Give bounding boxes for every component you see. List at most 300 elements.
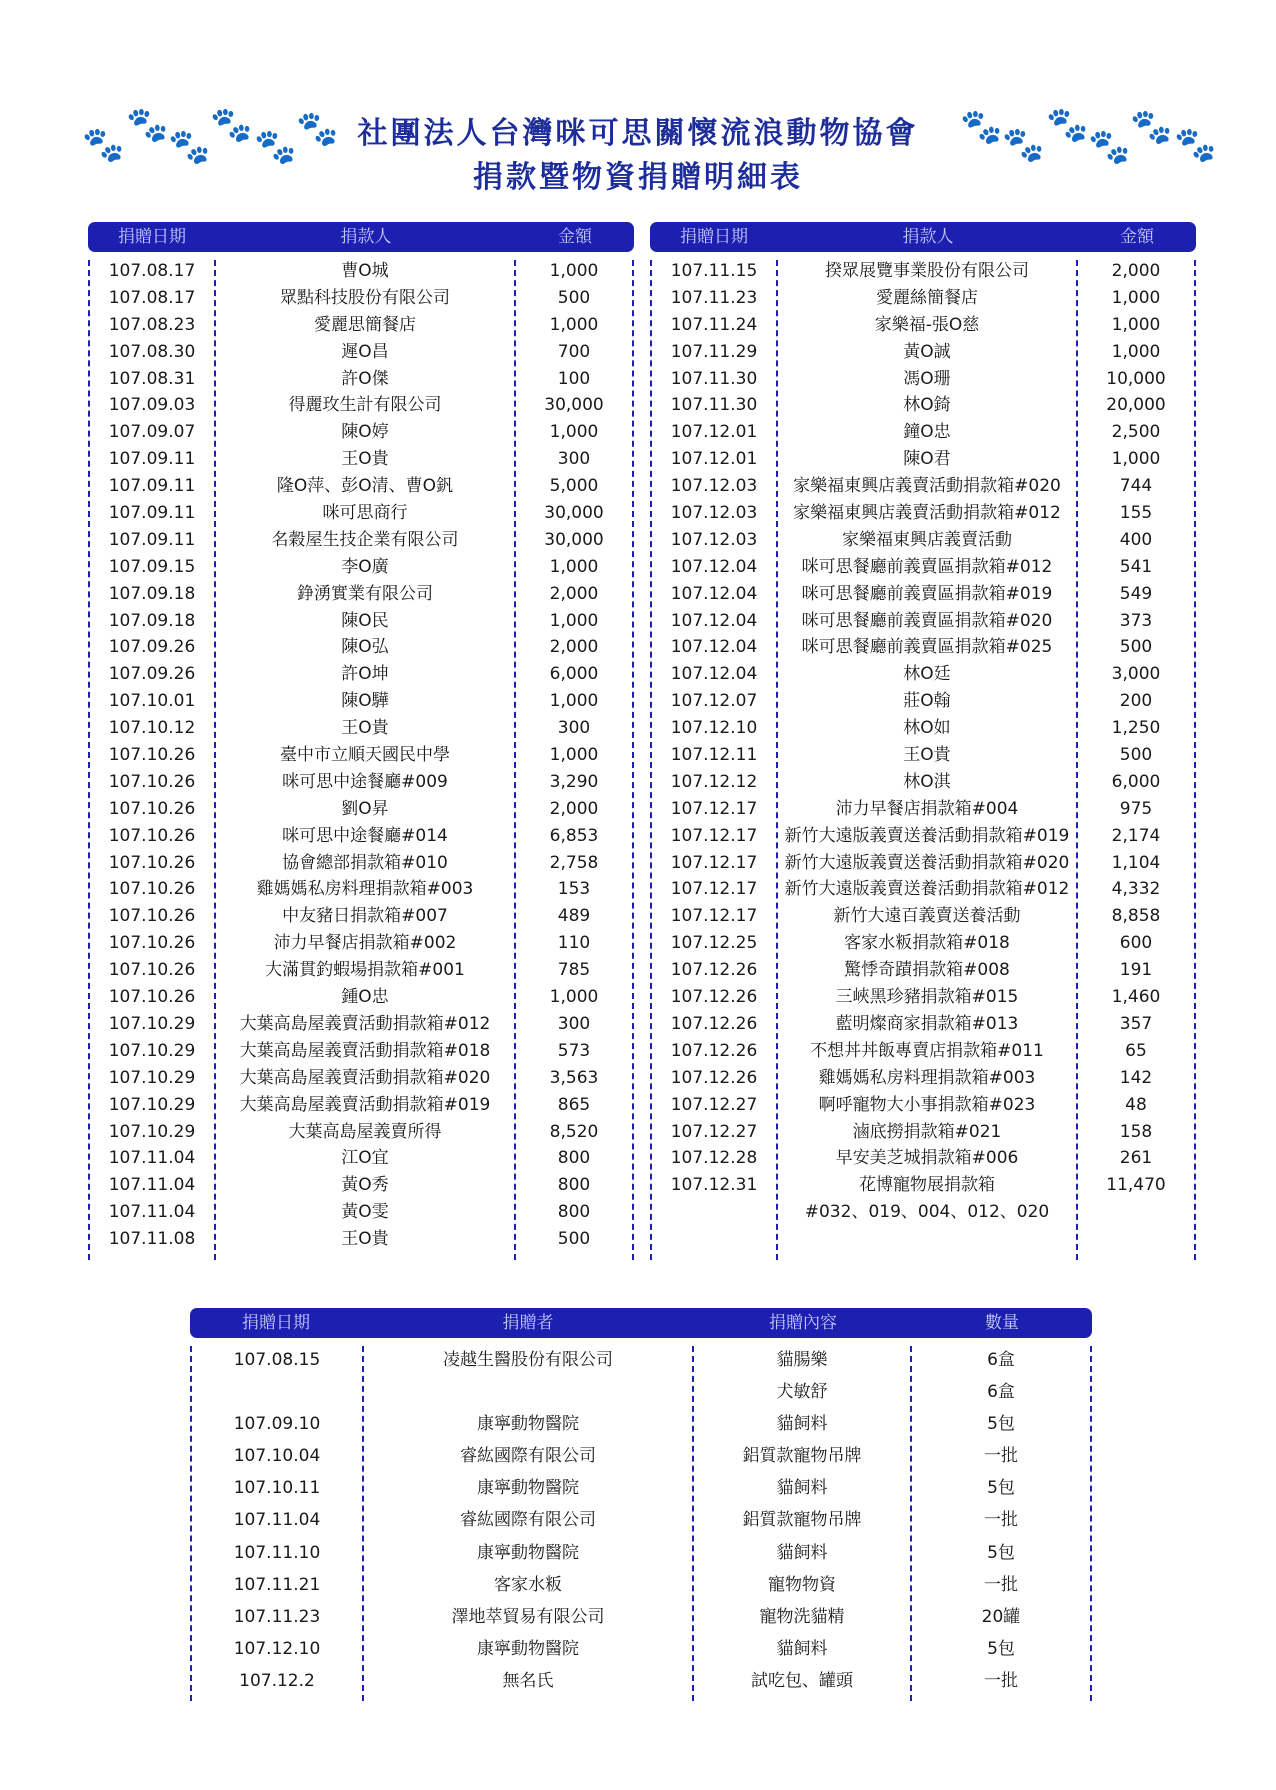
cell-donor: 家樂福東興店義賣活動捐款箱#012 [793, 503, 1061, 524]
cell-date: 107.10.26 [108, 852, 196, 873]
cell-donor: 驚悸奇蹟捐款箱#008 [844, 960, 1010, 981]
cell-date: 107.12.17 [670, 852, 758, 873]
cell-amount: 1,000 [549, 314, 599, 335]
cell-amount: 2,758 [549, 852, 599, 873]
cell-date: 107.10.29 [108, 1094, 196, 1115]
cell-amount: 30,000 [544, 529, 604, 550]
cell-amount: 975 [1119, 798, 1153, 819]
table-row [650, 984, 1196, 1011]
cell-date: 107.11.30 [670, 395, 758, 416]
cell-date: 107.12.2 [239, 1670, 315, 1691]
table-row [88, 1145, 634, 1172]
cell-date: 107.10.26 [108, 906, 196, 927]
cell-amount: 300 [557, 1013, 591, 1034]
cell-amount: 1,000 [1111, 341, 1161, 362]
table-row [88, 339, 634, 366]
header-donor: 捐款人 [902, 227, 954, 247]
cell-amount: 1,000 [549, 422, 599, 443]
cell-donor: 莊O翰 [903, 691, 951, 712]
cell-donor: 愛麗思簡餐店 [314, 314, 416, 335]
table-row [650, 1199, 1196, 1226]
table-row [650, 1038, 1196, 1065]
table-row [650, 554, 1196, 581]
cell-content: 貓飼料 [776, 1542, 828, 1563]
table-row [88, 1065, 634, 1092]
cell-date: 107.09.03 [108, 395, 196, 416]
cell-donor: 大滿貫釣蝦場捐款箱#001 [265, 960, 465, 981]
cell-amount: 700 [557, 341, 591, 362]
cell-amount: 48 [1125, 1094, 1147, 1115]
paw-decoration-right [950, 105, 1276, 168]
paw-print-icon: 🐾 [168, 127, 211, 167]
cell-date: 107.08.15 [233, 1350, 321, 1370]
table-row [88, 1092, 634, 1119]
paw-print-icon: 🐾 [210, 105, 253, 145]
cell-donor: 咪可思餐廳前義賣區捐款箱#020 [801, 610, 1053, 631]
table-row [650, 1145, 1196, 1172]
table-row [88, 661, 634, 688]
table-row [650, 1011, 1196, 1038]
cell-quantity: 5包 [987, 1478, 1015, 1499]
cell-date: 107.12.04 [670, 664, 758, 685]
cell-date: 107.11.30 [670, 368, 758, 389]
cell-date: 107.11.23 [670, 287, 758, 308]
cell-date: 107.10.29 [108, 1040, 196, 1061]
cell-amount: 489 [557, 906, 591, 927]
cell-donor: 王O貴 [341, 1229, 389, 1250]
table-row [650, 1092, 1196, 1119]
cell-donor: 咪可思中途餐廳#009 [282, 771, 448, 792]
table-row [88, 285, 634, 312]
table-row [88, 742, 634, 769]
table-row [650, 339, 1196, 366]
cell-date: 107.08.17 [108, 287, 196, 308]
cell-content: 寵物洗貓精 [759, 1606, 845, 1627]
cell-amount: 785 [557, 960, 591, 981]
cell-donor: 三峽黑珍豬捐款箱#015 [835, 987, 1019, 1008]
cell-amount: 8,858 [1111, 906, 1161, 927]
cell-date: 107.09.10 [233, 1414, 321, 1435]
cell-quantity: 5包 [987, 1638, 1015, 1659]
table-row [88, 715, 634, 742]
cell-amount: 155 [1119, 503, 1153, 524]
cell-donor: 家樂福東興店義賣活動 [842, 529, 1012, 550]
table-row [88, 1199, 634, 1226]
cell-amount: 2,500 [1111, 422, 1161, 443]
cell-amount: 30,000 [544, 395, 604, 416]
cell-donor: 林O淇 [903, 771, 951, 792]
cell-amount: 20,000 [1106, 395, 1166, 416]
cell-donor: 家樂福-張O慈 [874, 314, 980, 335]
cell-date: 107.11.08 [108, 1229, 196, 1250]
table-row [650, 823, 1196, 850]
table-row [650, 392, 1196, 419]
table-row [88, 769, 634, 796]
cell-content: 寵物物資 [768, 1574, 836, 1595]
table-row [650, 930, 1196, 957]
cell-date: 107.10.26 [108, 771, 196, 792]
cell-amount: 3,563 [549, 1067, 599, 1088]
table-row [190, 1537, 1092, 1569]
cell-content: 鋁質款寵物吊牌 [742, 1510, 862, 1531]
table-row [88, 1226, 634, 1253]
cell-amount: 549 [1119, 583, 1153, 604]
cell-amount: 2,174 [1111, 825, 1161, 846]
cell-quantity: 一批 [984, 1574, 1018, 1595]
table-row [88, 850, 634, 877]
cell-donor: 雞媽媽私房料理捐款箱#003 [818, 1067, 1036, 1088]
cell-date: 107.10.26 [108, 960, 196, 981]
cell-donor: 無名氏 [502, 1670, 554, 1691]
table-row [88, 876, 634, 903]
cell-quantity: 6盒 [987, 1350, 1015, 1370]
cell-donor: 咪可思商行 [322, 503, 408, 524]
cell-amount: 800 [557, 1202, 591, 1223]
cell-donor: 王O貴 [903, 745, 951, 766]
cell-amount: 1,460 [1111, 987, 1161, 1008]
cell-date: 107.10.26 [108, 879, 196, 900]
cell-quantity: 一批 [984, 1510, 1018, 1531]
cell-amount: 373 [1119, 610, 1153, 631]
cell-date: 107.12.26 [670, 987, 758, 1008]
cash-donation-table-left [88, 222, 634, 1262]
cell-date: 107.08.31 [108, 368, 196, 389]
cell-date: 107.09.07 [108, 422, 196, 443]
table-row [88, 608, 634, 635]
cell-donor: 鐘O忠 [903, 422, 951, 443]
cell-donor: 江O宜 [341, 1148, 389, 1169]
cell-donor: 中友豬日捐款箱#007 [282, 906, 448, 927]
cell-donor: 澤地萃貿易有限公司 [451, 1606, 605, 1627]
cell-amount: 1,000 [1111, 449, 1161, 470]
cell-donor: 錚湧實業有限公司 [297, 583, 433, 604]
cell-amount: 3,000 [1111, 664, 1161, 685]
cell-date: 107.11.23 [233, 1606, 321, 1627]
cell-donor: 滷底撈捐款箱#021 [852, 1121, 1002, 1142]
cell-donor: 陳O弘 [341, 637, 389, 658]
cell-amount: 30,000 [544, 503, 604, 524]
table-row [190, 1408, 1092, 1440]
table-row [88, 796, 634, 823]
cell-amount: 1,000 [1111, 287, 1161, 308]
cell-amount: 500 [1119, 637, 1153, 658]
cell-donor: 早安美芝城捐款箱#006 [835, 1148, 1019, 1169]
cell-date: 107.09.11 [108, 503, 196, 524]
table-row [650, 957, 1196, 984]
cell-donor: 眾點科技股份有限公司 [280, 287, 450, 308]
table-row [650, 1119, 1196, 1146]
title-line-1: 社團法人台灣咪可思關懷流浪動物協會 [357, 116, 919, 151]
cell-date: 107.12.12 [670, 771, 758, 792]
header-quantity: 數量 [985, 1313, 1019, 1333]
cell-date: 107.12.04 [670, 583, 758, 604]
cell-donor: 名穀屋生技企業有限公司 [271, 529, 459, 550]
cell-amount: 744 [1119, 476, 1153, 497]
cell-date: 107.12.17 [670, 906, 758, 927]
table-row [650, 796, 1196, 823]
table-body [650, 258, 1196, 1226]
cell-amount: 6,853 [549, 825, 599, 846]
cell-date: 107.10.26 [108, 745, 196, 766]
cell-amount: 573 [557, 1040, 591, 1061]
cell-donor: 李O廣 [341, 556, 389, 577]
table-row [190, 1569, 1092, 1601]
cell-date: 107.09.11 [108, 529, 196, 550]
cell-amount: 300 [557, 449, 591, 470]
cell-donor: 林O錡 [903, 395, 951, 416]
cell-date: 107.12.27 [670, 1121, 758, 1142]
cell-amount: 357 [1119, 1013, 1153, 1034]
table-row [88, 419, 634, 446]
cell-amount: 5,000 [549, 476, 599, 497]
table-row [190, 1344, 1092, 1376]
cell-amount: 6,000 [1111, 771, 1161, 792]
cell-donor: 王O貴 [341, 449, 389, 470]
table-row [650, 312, 1196, 339]
cell-date: 107.10.01 [108, 691, 196, 712]
cash-donation-table-right [650, 222, 1196, 1262]
cell-amount: 300 [557, 718, 591, 739]
paw-print-icon: 🐾 [1088, 127, 1131, 167]
cell-donor: 曹O城 [341, 261, 389, 281]
paw-print-icon: 🐾 [1046, 105, 1089, 145]
cell-donor: 王O貴 [341, 718, 389, 739]
cell-donor: #032、019、004、012、020 [804, 1202, 1050, 1223]
table-row [650, 527, 1196, 554]
cell-amount: 2,000 [549, 637, 599, 658]
table-row [88, 1011, 634, 1038]
cell-donor: 陳O婷 [341, 422, 389, 443]
cell-date: 107.10.29 [108, 1121, 196, 1142]
cell-donor: 得麗玫生計有限公司 [288, 395, 442, 416]
table-row [88, 258, 634, 285]
cell-amount: 158 [1119, 1121, 1153, 1142]
cell-donor: 家樂福東興店義賣活動捐款箱#020 [793, 476, 1061, 497]
table-row [88, 634, 634, 661]
paw-print-icon: 🐾 [1174, 125, 1217, 165]
table-row [650, 715, 1196, 742]
paw-print-icon: 🐾 [296, 109, 339, 149]
cell-amount: 865 [557, 1094, 591, 1115]
cell-amount: 100 [557, 368, 591, 389]
cell-date: 107.12.01 [670, 449, 758, 470]
cell-date: 107.12.03 [670, 476, 758, 497]
table-row [650, 446, 1196, 473]
table-row [650, 903, 1196, 930]
table-row [190, 1601, 1092, 1633]
cell-date: 107.09.18 [108, 583, 196, 604]
cell-date: 107.10.11 [233, 1478, 321, 1499]
table-row [650, 473, 1196, 500]
cell-donor: 黃O秀 [341, 1175, 389, 1196]
table-row [650, 688, 1196, 715]
cell-amount: 153 [557, 879, 591, 900]
cell-date: 107.12.07 [670, 691, 758, 712]
cell-quantity: 一批 [984, 1446, 1018, 1467]
table-row [88, 500, 634, 527]
cell-amount: 142 [1119, 1067, 1153, 1088]
cell-date: 107.12.10 [233, 1638, 321, 1659]
cell-amount: 11,470 [1106, 1175, 1166, 1196]
cell-amount: 1,000 [549, 261, 599, 281]
cell-amount: 200 [1119, 691, 1153, 712]
cell-amount: 800 [557, 1175, 591, 1196]
cell-donor: 大葉高島屋義賣活動捐款箱#012 [239, 1013, 491, 1034]
paw-print-icon: 🐾 [1002, 125, 1045, 165]
cell-donor: 陳O民 [341, 610, 389, 631]
cell-donor: 啊呼寵物大小事捐款箱#023 [818, 1094, 1036, 1115]
cell-date: 107.12.31 [670, 1175, 758, 1196]
table-row [650, 742, 1196, 769]
cell-donor: 睿紘國際有限公司 [460, 1510, 596, 1531]
table-row [88, 312, 634, 339]
cell-date: 107.10.12 [108, 718, 196, 739]
cell-quantity: 5包 [987, 1414, 1015, 1435]
table-row [190, 1472, 1092, 1504]
table-row [88, 823, 634, 850]
cell-date: 107.11.29 [670, 341, 758, 362]
cell-donor: 康寧動物醫院 [477, 1638, 579, 1659]
cell-amount: 3,290 [549, 771, 599, 792]
cell-date: 107.08.17 [108, 261, 196, 281]
cell-amount: 1,000 [1111, 314, 1161, 335]
table-row [88, 366, 634, 393]
table-row [88, 930, 634, 957]
cell-date: 107.12.17 [670, 825, 758, 846]
table-row [88, 1172, 634, 1199]
cell-date: 107.12.11 [670, 745, 758, 766]
cell-date: 107.12.17 [670, 798, 758, 819]
cell-amount: 110 [557, 933, 591, 954]
table-row [88, 392, 634, 419]
table-row [190, 1440, 1092, 1472]
cell-donor: 咪可思餐廳前義賣區捐款箱#025 [801, 637, 1053, 658]
cell-donor: 陳O驊 [341, 691, 389, 712]
table-row [88, 903, 634, 930]
cell-date: 107.12.26 [670, 1067, 758, 1088]
cell-amount: 500 [1119, 745, 1153, 766]
cell-date: 107.12.03 [670, 529, 758, 550]
cell-donor: 不想丼丼飯專賣店捐款箱#011 [810, 1040, 1044, 1061]
table-row [650, 876, 1196, 903]
cell-content: 試吃包、罐頭 [751, 1670, 853, 1691]
cell-date: 107.08.23 [108, 314, 196, 335]
cell-amount: 1,000 [549, 691, 599, 712]
header-date: 捐贈日期 [680, 227, 748, 247]
cell-donor: 協會總部捐款箱#010 [282, 852, 448, 873]
cell-amount: 800 [557, 1148, 591, 1169]
header-amount: 金額 [558, 227, 592, 247]
cell-donor: 隆O萍、彭O清、曹O釩 [276, 476, 454, 497]
cell-amount: 2,000 [549, 583, 599, 604]
table-header [190, 1308, 1092, 1338]
cell-amount: 261 [1119, 1148, 1153, 1169]
cell-donor: 黃O誠 [903, 341, 951, 362]
header-amount: 金額 [1120, 227, 1154, 247]
header-date: 捐贈日期 [118, 227, 186, 247]
cell-donor: 大葉高島屋義賣活動捐款箱#020 [239, 1067, 491, 1088]
table-row [650, 850, 1196, 877]
cell-amount: 65 [1125, 1040, 1147, 1061]
cell-donor: 新竹大遠版義賣送養活動捐款箱#019 [784, 825, 1070, 846]
paw-print-icon: 🐾 [1130, 107, 1173, 147]
cell-donor: 林O廷 [903, 664, 951, 685]
cell-amount: 1,000 [549, 987, 599, 1008]
header-content: 捐贈內容 [769, 1313, 837, 1333]
cell-date: 107.10.26 [108, 987, 196, 1008]
table-row [88, 957, 634, 984]
cell-amount: 1,000 [549, 610, 599, 631]
paw-print-icon: 🐾 [126, 105, 169, 145]
cell-donor: 馮O珊 [903, 368, 951, 389]
table-body [88, 258, 634, 1253]
cell-donor: 黃O雯 [341, 1202, 389, 1223]
cell-date: 107.10.26 [108, 798, 196, 819]
table-row [650, 608, 1196, 635]
cell-donor: 許O傑 [341, 368, 389, 389]
cell-donor: 遲O昌 [341, 341, 389, 362]
cell-amount: 4,332 [1111, 879, 1161, 900]
cell-donor: 陳O君 [903, 449, 951, 470]
cell-donor: 睿紘國際有限公司 [460, 1446, 596, 1467]
cell-donor: 林O如 [903, 718, 951, 739]
cell-donor: 揆眾展覽事業股份有限公司 [825, 261, 1029, 281]
cell-amount: 1,104 [1111, 852, 1161, 873]
cell-donor: 劉O昇 [341, 798, 389, 819]
cell-amount: 600 [1119, 933, 1153, 954]
cell-date: 107.12.26 [670, 1040, 758, 1061]
cell-donor: 康寧動物醫院 [477, 1478, 579, 1499]
cell-amount: 1,000 [549, 556, 599, 577]
cell-date: 107.12.04 [670, 637, 758, 658]
cell-donor: 花博寵物展捐款箱 [859, 1175, 995, 1196]
cell-donor: 康寧動物醫院 [477, 1542, 579, 1563]
cell-date: 107.12.17 [670, 879, 758, 900]
table-row [88, 581, 634, 608]
cell-date: 107.11.10 [233, 1542, 321, 1563]
cell-donor: 愛麗絲簡餐店 [876, 287, 978, 308]
cell-date: 107.11.15 [670, 261, 758, 281]
cell-donor: 咪可思中途餐廳#014 [282, 825, 448, 846]
title-line-2: 捐款暨物資捐贈明細表 [473, 160, 803, 195]
cell-amount: 1,000 [549, 745, 599, 766]
table-row [650, 1172, 1196, 1199]
header-donor: 捐贈者 [502, 1313, 554, 1333]
cell-date: 107.11.04 [108, 1175, 196, 1196]
cell-date: 107.12.03 [670, 503, 758, 524]
table-row [650, 1065, 1196, 1092]
cell-date: 107.10.26 [108, 933, 196, 954]
cell-donor: 新竹大遠版義賣送養活動捐款箱#012 [784, 879, 1070, 900]
cell-date: 107.12.26 [670, 960, 758, 981]
cell-date: 107.11.24 [670, 314, 758, 335]
cell-date: 107.10.29 [108, 1067, 196, 1088]
cell-date: 107.11.04 [108, 1202, 196, 1223]
cell-content: 貓飼料 [776, 1414, 828, 1435]
table-row [190, 1504, 1092, 1536]
cell-donor: 咪可思餐廳前義賣區捐款箱#012 [801, 556, 1053, 577]
header-donor: 捐款人 [340, 227, 392, 247]
cell-date: 107.12.26 [670, 1013, 758, 1034]
cell-date: 107.12.10 [670, 718, 758, 739]
table-row [650, 769, 1196, 796]
cell-quantity: 20罐 [981, 1606, 1021, 1627]
table-row [88, 446, 634, 473]
cell-content: 鋁質款寵物吊牌 [742, 1446, 862, 1467]
cell-amount: 2,000 [1111, 261, 1161, 281]
cell-donor: 許O坤 [341, 664, 389, 685]
cell-date: 107.09.26 [108, 664, 196, 685]
